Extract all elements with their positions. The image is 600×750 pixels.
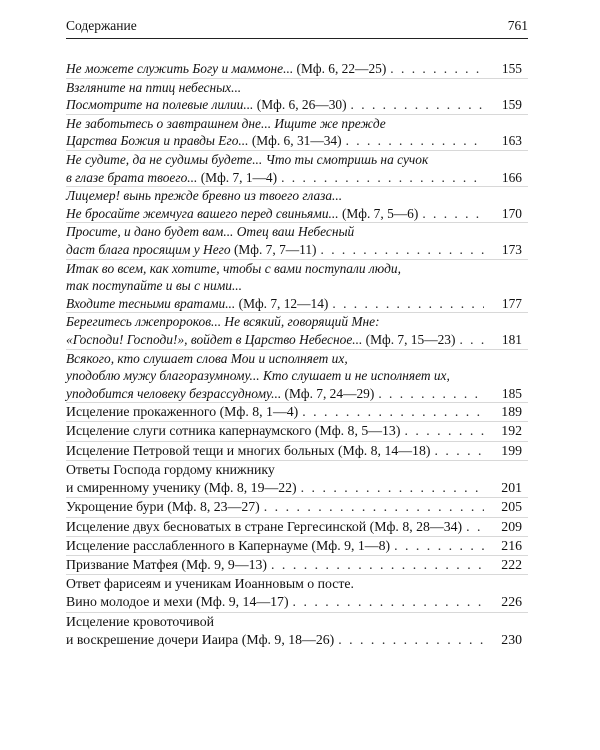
toc-entry-last-line — [66, 422, 522, 440]
toc-entry-title-line — [66, 295, 328, 313]
toc-entry-last-line — [66, 295, 522, 313]
toc-leader-dots — [321, 241, 484, 259]
toc-entry-title-line: Исцеление кровоточивой — [66, 613, 214, 629]
toc-entry-title-line: Всякого, кто слушает слова Мои и исполняет их, — [66, 350, 348, 366]
toc-entry-title-line — [66, 205, 418, 223]
toc-entry — [66, 114, 528, 150]
toc-leader-dots — [351, 96, 484, 114]
toc-entry-title-line — [66, 385, 374, 403]
toc-entry-page-number[interactable]: 205 — [501, 499, 522, 515]
toc-entry — [66, 555, 528, 574]
toc-entry-page-number[interactable]: 159 — [501, 97, 522, 113]
toc-entry-scripture-ref: (Мф. 8, 1—4) — [219, 404, 299, 420]
toc-entry-title-line — [66, 403, 298, 421]
toc-entry-title-line — [66, 479, 297, 497]
toc-entry-page-number[interactable]: 201 — [501, 480, 522, 496]
toc-entry-title-line — [66, 331, 455, 349]
toc-entry-page-number[interactable]: 189 — [501, 404, 522, 420]
toc-leader-dots — [390, 60, 484, 78]
toc-entry — [66, 349, 528, 403]
toc-entry-title-text: «Господи! Господи!», войдет в Царство Небесное... — [66, 331, 363, 347]
toc-entry-title-text: Исцеление слуги сотника капернаумского — [66, 423, 312, 439]
toc-entry-scripture-ref: (Мф. 8, 28—34) — [369, 518, 463, 534]
toc-entry-page-number[interactable]: 170 — [501, 205, 522, 221]
toc-leader-dots — [281, 169, 484, 187]
toc-entry-last-line — [66, 537, 522, 555]
toc-entry — [66, 402, 528, 421]
running-head — [66, 18, 528, 39]
toc-entry-page-number[interactable]: 173 — [501, 241, 522, 257]
toc-entry-last-line — [66, 385, 522, 403]
toc-entry-page-number[interactable]: 222 — [501, 556, 522, 572]
toc-entry — [66, 60, 528, 78]
page-number: 761 — [507, 18, 528, 33]
toc-entry-scripture-ref: (Мф. 7, 15—23) — [365, 331, 456, 347]
toc-entry-title-line — [66, 631, 334, 649]
toc-leader-dots — [459, 331, 484, 349]
toc-entry-title-text: Исцеление прокаженного — [66, 404, 217, 420]
toc-entry-last-line — [66, 518, 522, 536]
toc-entry — [66, 441, 528, 460]
toc-entry-title-text: Призвание Матфея — [66, 556, 178, 572]
toc-entry-scripture-ref: (Мф. 7, 12—14) — [238, 295, 329, 311]
toc-leader-dots — [394, 537, 484, 555]
toc-entry-scripture-ref: (Мф. 6, 22—25) — [296, 61, 387, 76]
toc-entry-title-line: Ответ фарисеям и ученикам Иоанновым о посте. — [66, 576, 354, 592]
toc-entry-title-text: Исцеление расслабленного в Капернауме — [66, 537, 308, 553]
toc-entry-scripture-ref: (Мф. 8, 5—13) — [314, 423, 401, 439]
toc-leader-dots — [404, 422, 484, 440]
toc-entry-title-line — [66, 442, 430, 460]
toc-entry-title-text: Входите тесными вратами... — [66, 295, 236, 311]
toc-entry-page-number[interactable]: 181 — [501, 331, 522, 347]
toc-entry-title-text: Посмотрите на полевые лилии... — [66, 97, 254, 113]
toc-entry-title-line — [66, 241, 317, 259]
toc-entry-title-text: в глазе брата твоего... — [66, 169, 198, 185]
toc-leader-dots — [302, 403, 484, 421]
toc-entry — [66, 78, 528, 114]
table-of-contents — [66, 60, 528, 649]
toc-leader-dots — [293, 593, 484, 611]
toc-entry-title-line — [66, 422, 400, 440]
toc-entry-title-text: Не можете служить Богу и маммоне... — [66, 61, 294, 76]
toc-entry-title-line: Лицемер! вынь прежде бревно из твоего глаза... — [66, 188, 343, 204]
toc-entry-last-line — [66, 205, 522, 223]
toc-entry-scripture-ref: (Мф. 8, 23—27) — [167, 499, 260, 515]
toc-entry-last-line — [66, 169, 522, 187]
toc-entry-last-line — [66, 96, 522, 114]
toc-entry-title-line — [66, 498, 260, 516]
toc-entry — [66, 421, 528, 440]
toc-entry-title-line: Ответы Господа гордому книжнику — [66, 461, 275, 477]
toc-entry-title-line: Не судите, да не судимы будете... Что ты смотришь на сучок — [66, 151, 429, 167]
toc-entry — [66, 150, 528, 186]
toc-entry-page-number[interactable]: 230 — [501, 631, 522, 647]
toc-entry-last-line — [66, 132, 522, 150]
toc-entry-scripture-ref: (Мф. 7, 7—11) — [233, 241, 317, 257]
toc-entry — [66, 460, 528, 497]
toc-entry-title-line — [66, 556, 267, 574]
toc-entry-last-line — [66, 631, 522, 649]
toc-entry-scripture-ref: (Мф. 6, 26—30) — [256, 97, 347, 113]
toc-entry-page-number[interactable]: 177 — [501, 295, 522, 311]
toc-entry-scripture-ref: (Мф. 7, 1—4) — [200, 169, 278, 185]
toc-entry-title-line — [66, 593, 289, 611]
toc-entry-title-line: так поступайте и вы с ними... — [66, 278, 242, 294]
toc-entry-title-line — [66, 96, 347, 114]
toc-entry-scripture-ref: (Мф. 7, 5—6) — [341, 205, 419, 221]
toc-entry-last-line — [66, 593, 522, 611]
toc-entry-title-text: Вино молодое и мехи — [66, 594, 193, 610]
toc-entry-scripture-ref: (Мф. 9, 9—13) — [181, 556, 268, 572]
toc-leader-dots — [422, 205, 484, 223]
toc-entry-last-line — [66, 442, 522, 460]
section-title: Содержание — [66, 18, 137, 33]
toc-entry-title-text: Укрощение бури — [66, 499, 164, 515]
toc-entry — [66, 536, 528, 555]
toc-leader-dots — [332, 295, 484, 313]
toc-entry-page-number[interactable]: 199 — [501, 442, 522, 458]
toc-entry-scripture-ref: (Мф. 6, 31—34) — [251, 133, 342, 149]
toc-entry-last-line — [66, 498, 522, 516]
toc-entry-page-number[interactable]: 155 — [501, 61, 522, 76]
toc-entry-title-text: Не бросайте жемчуга вашего перед свиньями... — [66, 205, 339, 221]
toc-entry-title-text: и воскрешение дочери Иаира — [66, 631, 239, 647]
toc-entry-scripture-ref: (Мф. 8, 19—22) — [204, 480, 297, 496]
toc-leader-dots — [378, 385, 484, 403]
toc-entry-page-number[interactable]: 166 — [501, 169, 522, 185]
toc-leader-dots — [434, 442, 484, 460]
toc-entry-scripture-ref: (Мф. 9, 1—8) — [311, 537, 391, 553]
toc-entry-page-number[interactable]: 163 — [501, 133, 522, 149]
toc-entry — [66, 222, 528, 258]
toc-leader-dots — [338, 631, 484, 649]
toc-entry-page-number[interactable]: 226 — [501, 594, 522, 610]
toc-leader-dots — [466, 518, 484, 536]
toc-entry — [66, 186, 528, 222]
toc-entry-last-line — [66, 556, 522, 574]
toc-entry-title-text: уподобится человеку безрассудному... — [66, 385, 282, 401]
toc-entry-title-line — [66, 518, 462, 536]
toc-entry-page-number[interactable]: 192 — [501, 423, 522, 439]
toc-entry-last-line — [66, 241, 522, 259]
toc-entry-last-line — [66, 331, 522, 349]
toc-entry-title-text: даст блага просящим у Него — [66, 241, 231, 257]
toc-entry-scripture-ref: (Мф. 7, 24—29) — [284, 385, 375, 401]
toc-entry-title-line: Итак во всем, как хотите, чтобы с вами поступали люди, — [66, 260, 401, 276]
toc-entry-title-line — [66, 132, 342, 150]
toc-leader-dots — [264, 498, 484, 516]
toc-entry — [66, 574, 528, 611]
toc-entry-page-number[interactable]: 185 — [501, 385, 522, 401]
toc-entry-title-line — [66, 60, 386, 78]
toc-leader-dots — [301, 479, 484, 497]
toc-entry-last-line — [66, 479, 522, 497]
toc-entry-last-line — [66, 403, 522, 421]
toc-entry-title-text: и смиренному ученику — [66, 480, 201, 496]
toc-entry — [66, 312, 528, 348]
toc-entry-scripture-ref: (Мф. 8, 14—18) — [337, 442, 431, 458]
toc-entry-title-line: Взгляните на птиц небесных... — [66, 79, 242, 95]
toc-entry — [66, 497, 528, 516]
toc-entry-scripture-ref: (Мф. 9, 14—17) — [196, 594, 289, 610]
toc-entry-title-text: Царства Божия и правды Его... — [66, 133, 249, 149]
toc-entry-title-line: уподоблю мужу благоразумному... Кто слушает и не исполняет их, — [66, 368, 450, 384]
toc-entry — [66, 259, 528, 313]
toc-entry-page-number[interactable]: 216 — [501, 537, 522, 553]
toc-entry-title-line — [66, 169, 277, 187]
toc-entry-title-text: Исцеление Петровой тещи и многих больных — [66, 442, 335, 458]
toc-leader-dots — [346, 132, 484, 150]
toc-entry-title-text: Исцеление двух бесноватых в стране Гергесинской — [66, 518, 367, 534]
toc-entry — [66, 612, 528, 649]
toc-entry-title-line: Просите, и дано будет вам... Отец ваш Небесный — [66, 224, 355, 240]
toc-entry-page-number[interactable]: 209 — [501, 518, 522, 534]
toc-entry-title-line: Не заботьтесь о завтрашнем дне... Ищите же прежде — [66, 115, 386, 131]
toc-entry — [66, 517, 528, 536]
toc-entry-scripture-ref: (Мф. 9, 18—26) — [241, 631, 335, 647]
toc-entry-last-line — [66, 60, 522, 78]
toc-leader-dots — [271, 556, 484, 574]
toc-entry-title-line — [66, 537, 390, 555]
toc-entry-title-line: Берегитесь лжепророков... Не всякий, говорящий Мне: — [66, 314, 380, 330]
